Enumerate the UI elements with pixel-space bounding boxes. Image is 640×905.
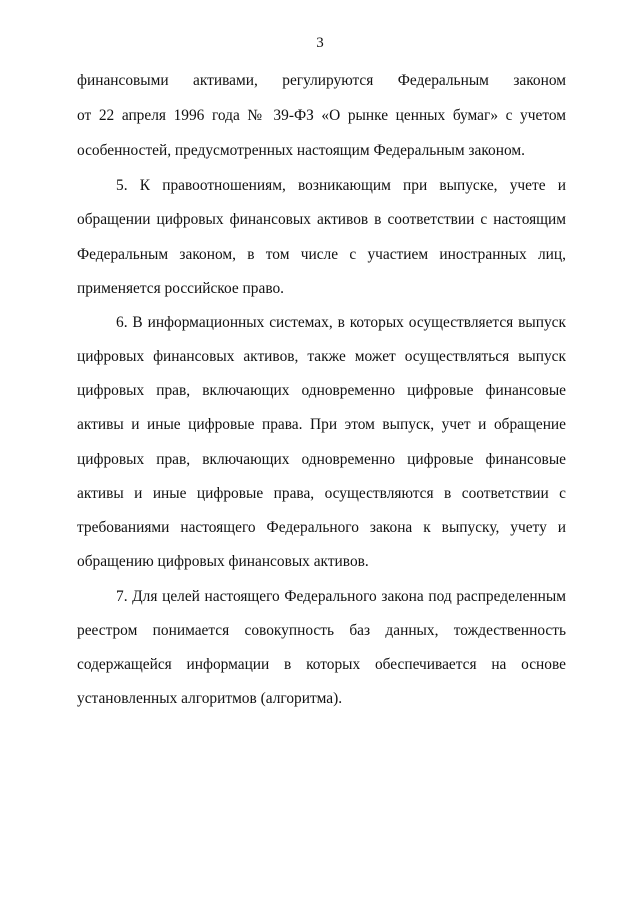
text-line: финансовыми активами, регулируются Федеральным законом <box>77 72 566 89</box>
text-line: цифровых прав, включающих одновременно цифровые финансовые <box>77 382 566 399</box>
text-line: 7. Для целей настоящего Федерального закона под распределенным <box>116 588 566 605</box>
text-line: от 22 апреля 1996 года № 39-ФЗ «О рынке ценных бумаг» с учетом <box>77 107 566 124</box>
text-line: установленных алгоритмов (алгоритма). <box>77 690 343 707</box>
text-line: активы и иные цифровые права, осуществляются в соответствии с <box>77 485 566 502</box>
text-line: цифровых прав, включающих одновременно цифровые финансовые <box>77 451 566 468</box>
text-line: применяется российское право. <box>77 280 285 297</box>
page-number: 3 <box>316 35 324 51</box>
text-line: требованиями настоящего Федерального закона к выпуску, учету и <box>77 519 566 536</box>
text-line: обращении цифровых финансовых активов в соответствии с настоящим <box>77 211 566 228</box>
text-line: обращению цифровых финансовых активов. <box>77 553 369 570</box>
text-line: 6. В информационных системах, в которых осуществляется выпуск <box>116 314 566 331</box>
text-line: особенностей, предусмотренных настоящим Федеральным законом. <box>77 142 525 159</box>
text-line: содержащейся информации в которых обеспечивается на основе <box>77 656 566 673</box>
text-line: активы и иные цифровые права. При этом выпуск, учет и обращение <box>77 416 566 433</box>
text-line: цифровых финансовых активов, также может осуществляться выпуск <box>77 348 566 365</box>
text-line: Федеральным законом, в том числе с участием иностранных лиц, <box>77 246 566 263</box>
text-line: реестром понимается совокупность баз данных, тождественность <box>77 622 566 639</box>
text-line: 5. К правоотношениям, возникающим при выпуске, учете и <box>116 177 566 194</box>
